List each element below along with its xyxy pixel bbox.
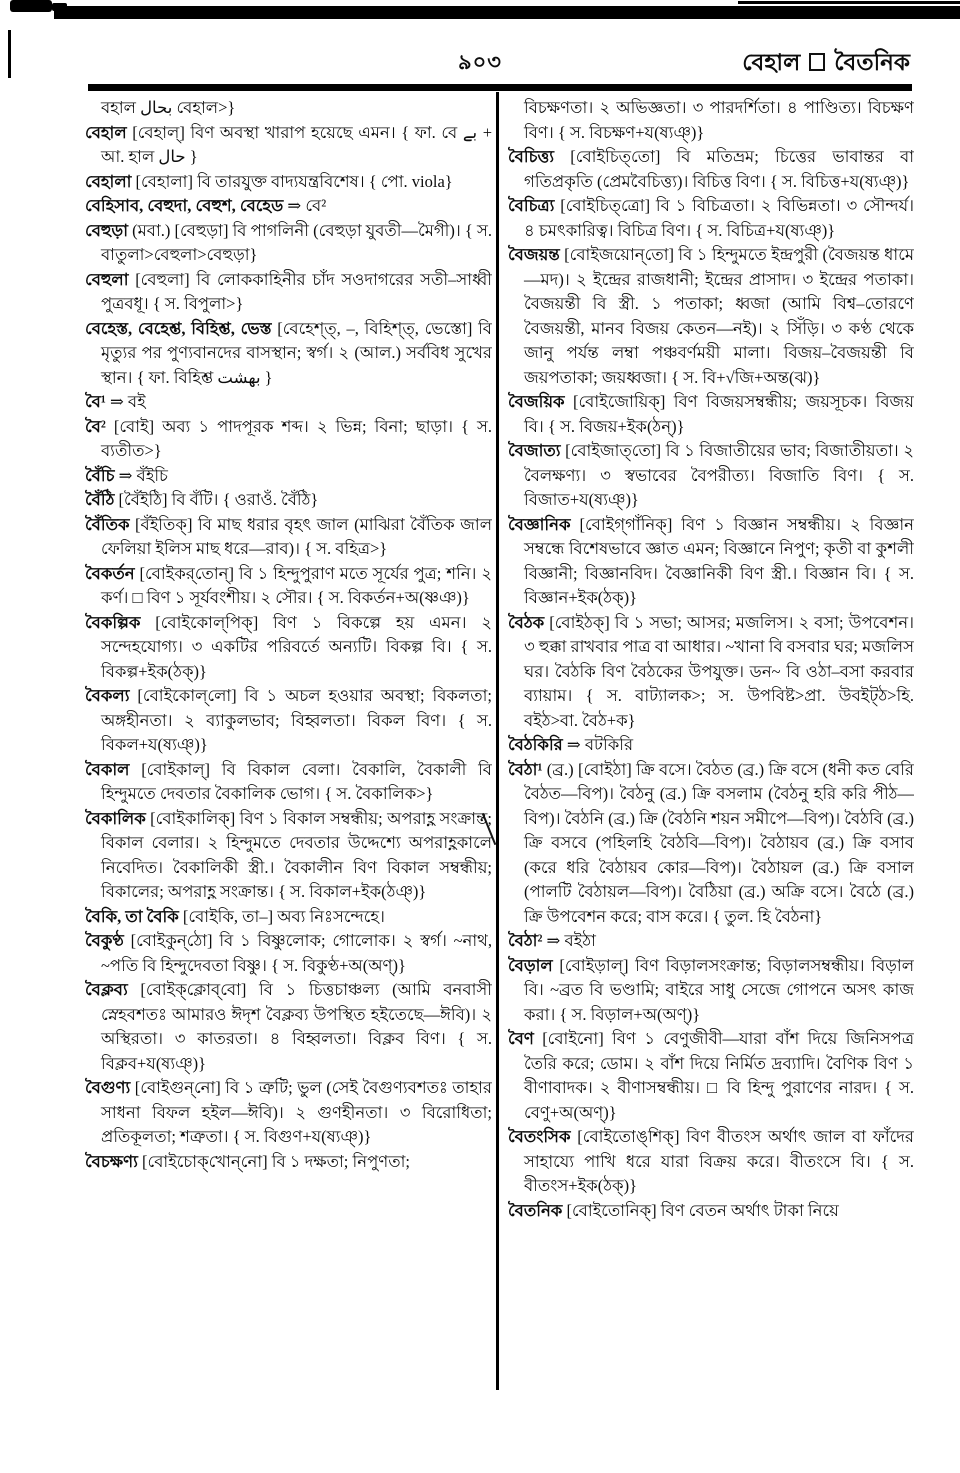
- headword: বৈক্লব্য: [85, 980, 128, 999]
- headword: বৈঁতিক: [85, 514, 130, 534]
- entry-text: ⇒ বটকিরি: [562, 735, 634, 754]
- running-head-last-word: বৈতনিক: [834, 50, 910, 75]
- entry-text: বিচক্ষণতা। ২ অভিজ্ঞতা। ৩ পারদর্শিতা। ৪ পাণ্ডিত্য। বিচক্ষণ বিণ। { স. বিচক্ষণ+য(ষ্যঞ্)}: [524, 98, 914, 142]
- headword: বৈকুণ্ঠ: [85, 931, 124, 950]
- scan-artifact-top-bar: [0, 6, 960, 19]
- headword: বৈকল্য: [85, 686, 130, 705]
- dictionary-entry: [85, 464, 492, 489]
- headword: বৈ²: [85, 416, 106, 436]
- entry-text: [বোইকাল্] বি বিকাল বেলা। বৈকালি, বৈকালী বি হিন্দুমতে দেবতার বৈকালিক ভোগ। { স. বৈকালিক>}: [101, 759, 492, 803]
- entry-text: [বোইতোনিক্] বিণ বেতন অর্থাৎ টাকা নিয়ে: [562, 1200, 839, 1220]
- entry-text: [বোইকোল্‌লো] বি ১ অচল হওয়ার অবস্থা; বিকলতা; অঙ্গহীনতা। ২ ব্যাকুলভাব; বিহ্বলতা। বিকল বিণ। { স. বিকল+য(ষ্যঞ্)}: [101, 686, 492, 754]
- dictionary-entry: [85, 978, 492, 1076]
- headword: বেহেস্ত, বেহেশ্ত, বিহিশ্ত, ভেস্ত: [85, 318, 272, 338]
- entry-text: [বেহেশ্ত্, –, বিহিশ্ত্, ভেস্তো] বি মৃত্যুর পর পুণ্যবানদের বাসস্থান; স্বর্গ। ২ (আল.) সর্ববিধ সুখের স্থান। { ফা. বিহিশ্ত بهشت }: [101, 318, 492, 387]
- entry-text: [বোইচিত্‌তো] বি মতিভ্রম; চিত্তের ভাবান্তর বা গতিপ্রকৃতি (প্রেমবৈচিত্ত্য)। বিচিত্ত বিণ। { স. বিচিত্ত+য(ষ্যঞ্)}: [524, 147, 914, 191]
- headword: বৈঠা²: [508, 931, 543, 950]
- headword: বৈতনিক: [508, 1200, 563, 1220]
- dictionary-entry: [85, 96, 492, 121]
- headword: বৈচিত্র্য: [508, 196, 555, 215]
- entry-text: [বোইকি, তা–] অব্য নিঃসন্দেহে।: [178, 906, 385, 926]
- dictionary-entry: [85, 1076, 492, 1150]
- dictionary-entry: [85, 562, 492, 611]
- column-divider: [496, 92, 499, 1390]
- headword: বৈকি, তা বৈকি: [85, 906, 179, 926]
- dictionary-entry: [85, 488, 492, 513]
- entry-text: [বোইকুন্‌ঠো] বি ১ বিষ্ণুলোক; গোলোক। ২ স্বর্গ। ~নাথ, ~পতি বি হিন্দুদেবতা বিষ্ণু। { স. বিকুণ্ঠ+অ(অণ্)}: [101, 931, 492, 975]
- dictionary-entry: [85, 170, 492, 195]
- dictionary-entry: [508, 929, 914, 954]
- headword: বৈঁচি: [85, 465, 115, 485]
- entry-text: [বেহালা] বি তারযুক্ত বাদ্যযন্ত্রবিশেষ। { পো. viola}: [131, 171, 453, 191]
- headword: বেহুড়া: [85, 220, 128, 240]
- entry-text: [বেহুলা] বি লোককাহিনীর চাঁদ সওদাগরের সতী–সাধ্বী পুত্রবধূ। { স. বিপুলা>}: [101, 269, 492, 313]
- entry-text: [বেহাল্] বিণ অবস্থা খারাপ হয়েছে এমন। { ফা. বে بے + আ. হাল حال }: [101, 122, 492, 166]
- dictionary-entry: [508, 513, 914, 611]
- scan-artifact-top-line: [738, 1, 960, 4]
- dictionary-entry: [85, 121, 492, 170]
- dictionary-entry: [508, 954, 914, 1028]
- entry-text: [বোইনো] বিণ ১ বেণুজীবী—যারা বাঁশ দিয়ে জিনিসপত্র তৈরি করে; ডোম। ২ বাঁশ দিয়ে নির্মিত দ্রব্যাদি। বৈণিক বিণ ১ বীণাবাদক। ২ বীণাসম্বন্ধীয়। □ বি হিন্দু পুরাণের নারদ। { স. বেণু+অ(অণ্)}: [524, 1029, 914, 1122]
- scan-artifact-ink-blob: [52, 3, 67, 11]
- dictionary-entry: [508, 1027, 914, 1125]
- dictionary-entry: [85, 317, 492, 391]
- entry-text: (ব্র.) [বোইঠা] ক্রি বসে। বৈঠত (ব্র.) ক্রি বসে (ধনী কত বেরি বৈঠত—বিপ)। বৈঠনু (ব্র.) ক্রি বসলাম (বৈঠনু হরি করি পীঠ—বিপ)। বৈঠনি (ব্র.) ক্রি (বৈঠনি শয়ন সমীপে—বিপ)। বৈঠবি (ব্র.) ক্রি বসবে (পহিলহি বৈঠবি—বিপ)। বৈঠায়ব (ব্র.) ক্রি বসাব (করে ধরি বৈঠায়ব কোর—বিপ)। বৈঠায়ল (ব্র.) ক্রি বসাল (পালটি বৈঠায়ল—বিপ)। বৈঠিয়া (ব্র.) অক্রি বসে। বৈঠে (ব্র.) ক্রি উপবেশন করে; বাস করে। { তুল. হি বৈঠনা}: [524, 759, 914, 926]
- dictionary-entry: [508, 611, 914, 734]
- headword: বেহুলা: [85, 269, 129, 289]
- entry-text: [বোইড়াল্] বিণ বিড়ালসংক্রান্ত; বিড়ালসম্বন্ধীয়। বিড়াল বি। ~ব্রত বি ভণ্ডামি; বাইরে সাধু সেজে গোপনে অসৎ কাজ করা। { স. বিড়াল+অ(অণ্)}: [524, 955, 914, 1024]
- headword: বৈ¹: [85, 392, 106, 411]
- headword: বৈকল্পিক: [85, 612, 141, 632]
- headword: বেহালা: [85, 171, 132, 191]
- header-rule: [88, 84, 912, 91]
- entry-text: [বোই] অব্য ১ পাদপূরক শব্দ। ২ ভিন্ন; বিনা; ছাড়া। { স. ব্যতীত>}: [101, 416, 492, 460]
- entry-text: [বোইগুন্‌নো] বি ১ ত্রুটি; ভুল (সেই বৈগুণ্যবশতঃ তাহার সাধনা বিফল হইল—ঈবি)। ২ গুণহীনতা। ৩ বিরোধিতা; প্রতিকূলতা; শত্রুতা। { স. বিগুণ+য(ষ্যঞ্)}: [101, 1078, 492, 1146]
- headword: বৈজ্ঞানিক: [508, 514, 571, 534]
- dictionary-entry: [85, 390, 492, 415]
- dictionary-entry: [508, 1125, 914, 1199]
- dictionary-entry: [85, 219, 492, 268]
- dictionary-entry: [85, 929, 492, 978]
- square-separator-icon: [809, 53, 825, 71]
- entry-text: [বোইগ্‌গাঁনিক্] বিণ ১ বিজ্ঞান সম্বন্ধীয়। ২ বিজ্ঞান সম্বন্ধে বিশেষভাবে জ্ঞাত এমন; বিজ্ঞানে নিপুণ; কৃতী বা কুশলী বিজ্ঞানী; বিজ্ঞানবিদ। বৈজ্ঞানিকী বিণ স্ত্রী.। বিজ্ঞান বি। { স. বিজ্ঞান+ইক(ঠক্)}: [524, 514, 914, 607]
- headword: বৈচিত্ত্য: [508, 147, 555, 166]
- headword: বৈকাল: [85, 759, 130, 779]
- entry-text: [বঁইতিক্] বি মাছ ধরার বৃহৎ জাল (মাঝিরা বৈঁতিক জাল ফেলিয়া ইলিস মাছ ধরে—রাব)। { স. বহিত্র>}: [101, 514, 492, 558]
- scan-artifact-ink-blob: [10, 0, 52, 12]
- entry-text: [বোইকালিক্] বিণ ১ বিকাল সম্বন্ধীয়; অপরাহ্ণ সংক্রান্ত; বিকাল বেলার। ২ হিন্দুমতে দেবতার উদ্দেশ্যে অপরাহ্ণকালে নিবেদিত। বৈকালিকী স্ত্রী.। বৈকালীন বিণ বিকাল সম্বন্ধীয়; বিকালের; অপরাহ্ণ সংক্রান্ত। { স. বিকাল+ইক(ঠঞ্)}: [101, 808, 492, 901]
- headword: বৈঁঠি: [85, 490, 115, 509]
- headword: বৈজয়িক: [508, 392, 565, 411]
- running-head: [742, 44, 910, 83]
- headword: বেহাল: [85, 122, 127, 142]
- dictionary-entry: [85, 611, 492, 685]
- entry-text: [বোইক্‌ক্লোব্‌বো] বি ১ চিত্তচাঞ্চল্য (আমি বনবাসী স্নেহবশতঃ আমারও ঈদৃশ বৈক্লব্য উপস্থিত হইতেছে—ঈবি)। ২ অস্থিরতা। ৩ কাতরতা। ৪ বিহ্বলতা। বিক্লব বিণ। { স. বিক্লব+য(ষ্যঞ্)}: [101, 980, 492, 1073]
- dictionary-entry: [508, 733, 914, 758]
- entry-text: [বোইচিত্‌ত্রো] বি ১ বিচিত্রতা। ২ বিভিন্নতা। ৩ সৌন্দর্য। ৪ চমৎকারিত্ব। বিচিত্র বিণ। { স. বিচিত্র+য(ষ্যঞ্)}: [524, 196, 914, 240]
- dictionary-entry: [508, 145, 914, 194]
- entry-text: বহাল بحال বেহাল>}: [101, 98, 236, 117]
- dictionary-entry: [85, 415, 492, 464]
- entry-text: ⇒ বই: [105, 392, 146, 411]
- column-left: [85, 96, 492, 1406]
- entry-text: [বোইজোয়িক্] বিণ বিজয়সম্বন্ধীয়; জয়সূচক। বিজয় বি। { স. বিজয়+ইক(ঠন্)}: [524, 392, 914, 436]
- entry-text: [বোইজয়োন্‌তো] বি ১ হিন্দুমতে ইন্দ্রপুরী (বৈজয়ন্ত ধামে—মদ)। ২ ইন্দ্রের রাজধানী; ইন্দ্রের প্রাসাদ। ৩ ইন্দ্রের পতাকা। বৈজয়ন্তী বি স্ত্রী. ১ পতাকা; ধ্বজা (আমি বিশ্ব–তোরণে বৈজয়ন্তী, মানব বিজয় কেতন—নই)। ২ সিঁড়ি। ৩ কণ্ঠ থেকে জানু পর্যন্ত লম্বা পঞ্চবর্ণময়ী মালা। বিজয়–বৈজয়ন্তী বি জয়পতাকা; জয়ধ্বজা। { স. বি+√জি+অন্ত(ঝ)}: [524, 245, 914, 387]
- page-number: ৯০৩: [458, 50, 502, 74]
- entry-text: ⇒ বঁইচি: [114, 465, 168, 485]
- dictionary-entry: [508, 439, 914, 513]
- headword: বৈতংসিক: [508, 1127, 571, 1146]
- headword: বৈকালিক: [85, 808, 146, 828]
- dictionary-entry: [85, 905, 492, 930]
- entry-text: ⇒ বে²: [283, 196, 327, 215]
- headword: বৈণ: [508, 1029, 534, 1048]
- dictionary-entry: [85, 807, 492, 905]
- headword: বৈগুণ্য: [85, 1078, 131, 1097]
- entry-text: [বোইচোক্‌খোন্‌নো] বি ১ দক্ষতা; নিপুণতা;: [137, 1151, 410, 1171]
- entry-text: [বোইতোঙ্‌শিক্] বিণ বীতংস অর্থাৎ জাল বা ফাঁদের সাহায্যে পাখি ধরে যারা বিক্রয় করে। বীতংসে বি। { স. বীতংস+ইক(ঠক্)}: [524, 1127, 914, 1195]
- dictionary-entry: [85, 684, 492, 758]
- dictionary-entry: [85, 513, 492, 562]
- dictionary-entry: [508, 1199, 914, 1224]
- headword: বৈজাত্য: [508, 441, 561, 460]
- entry-text: [বৈঁইঠি] বি বঁটি। { ওরাওঁ. বৈঁঠি}: [114, 490, 319, 509]
- dictionary-entry: [85, 758, 492, 807]
- dictionary-entry: [508, 243, 914, 390]
- entry-text: [বোইকর্‌তোন্] বি ১ হিন্দুপুরাণ মতে সূর্যের পুত্র; শনি। ২ কর্ণ। □ বিণ ১ সূর্যবংশীয়। ২ সৌর। { স. বিকর্তন+অ(ষ্ণঞ)}: [101, 563, 492, 607]
- dictionary-entry: [508, 96, 914, 145]
- dictionary-entry: [85, 268, 492, 317]
- dictionary-entry: [508, 194, 914, 243]
- running-head-first-word: বেহাল: [742, 50, 801, 75]
- headword: বেহিসাব, বেহুদা, বেহুশ, বেহেড: [85, 196, 284, 215]
- dictionary-entry: [85, 1150, 492, 1175]
- dictionary-entry: [85, 194, 492, 219]
- headword: বৈঠক: [508, 612, 545, 632]
- entry-text: [বোইঠক্] বি ১ সভা; আসর; মজলিস। ২ বসা; উপবেশন। ৩ হুক্কা রাখবার পাত্র বা আধার। ~খানা বি বসবার ঘর; মজলিস ঘর। বৈঠকি বিণ বৈঠকের উপযুক্ত। ডন~ বি ওঠা–বসা করবার ব্যায়াম। { স. বাট্যালক>; স. উপবিষ্ট>প্রা. উবইট্ঠ>হি. বইঠ>বা. বৈঠ+ক}: [524, 612, 914, 730]
- headword: বৈচক্ষণ্য: [85, 1151, 138, 1171]
- headword: বৈড়াল: [508, 955, 553, 975]
- headword: বৈঠা¹: [508, 759, 543, 779]
- entry-text: (মবা.) [বেহুড়া] বি পাগলিনী (বেহুড়া যুবতী—মৈগী)। { স. বাতুলা>বেহুলা>বেহুড়া}: [101, 220, 492, 264]
- headword: বৈজয়ন্ত: [508, 245, 560, 264]
- dictionary-entry: [508, 758, 914, 930]
- dictionary-entry: [508, 390, 914, 439]
- entry-text: ⇒ বইঠা: [542, 931, 596, 950]
- entry-text: [বোইজাত্‌তো] বি ১ বিজাতীয়ের ভাব; বিজাতীয়তা। ২ বৈলক্ষণ্য। ৩ স্বভাবের বৈপরীত্য। বিজাতি বিণ। { স. বিজাত+য(ষ্যঞ্)}: [524, 441, 914, 509]
- entry-text: [বোইকোল্‌পিক্] বিণ ১ বিকল্পে হয় এমন। ২ সন্দেহযোগ্য। ৩ একটির পরিবর্তে অন্যটি। বিকল্প বি। { স. বিকল্প+ইক(ঠক্)}: [101, 612, 492, 681]
- headword: বৈঠকিরি: [508, 735, 563, 754]
- headword: বৈকর্তন: [85, 563, 135, 583]
- column-right: [508, 96, 914, 1406]
